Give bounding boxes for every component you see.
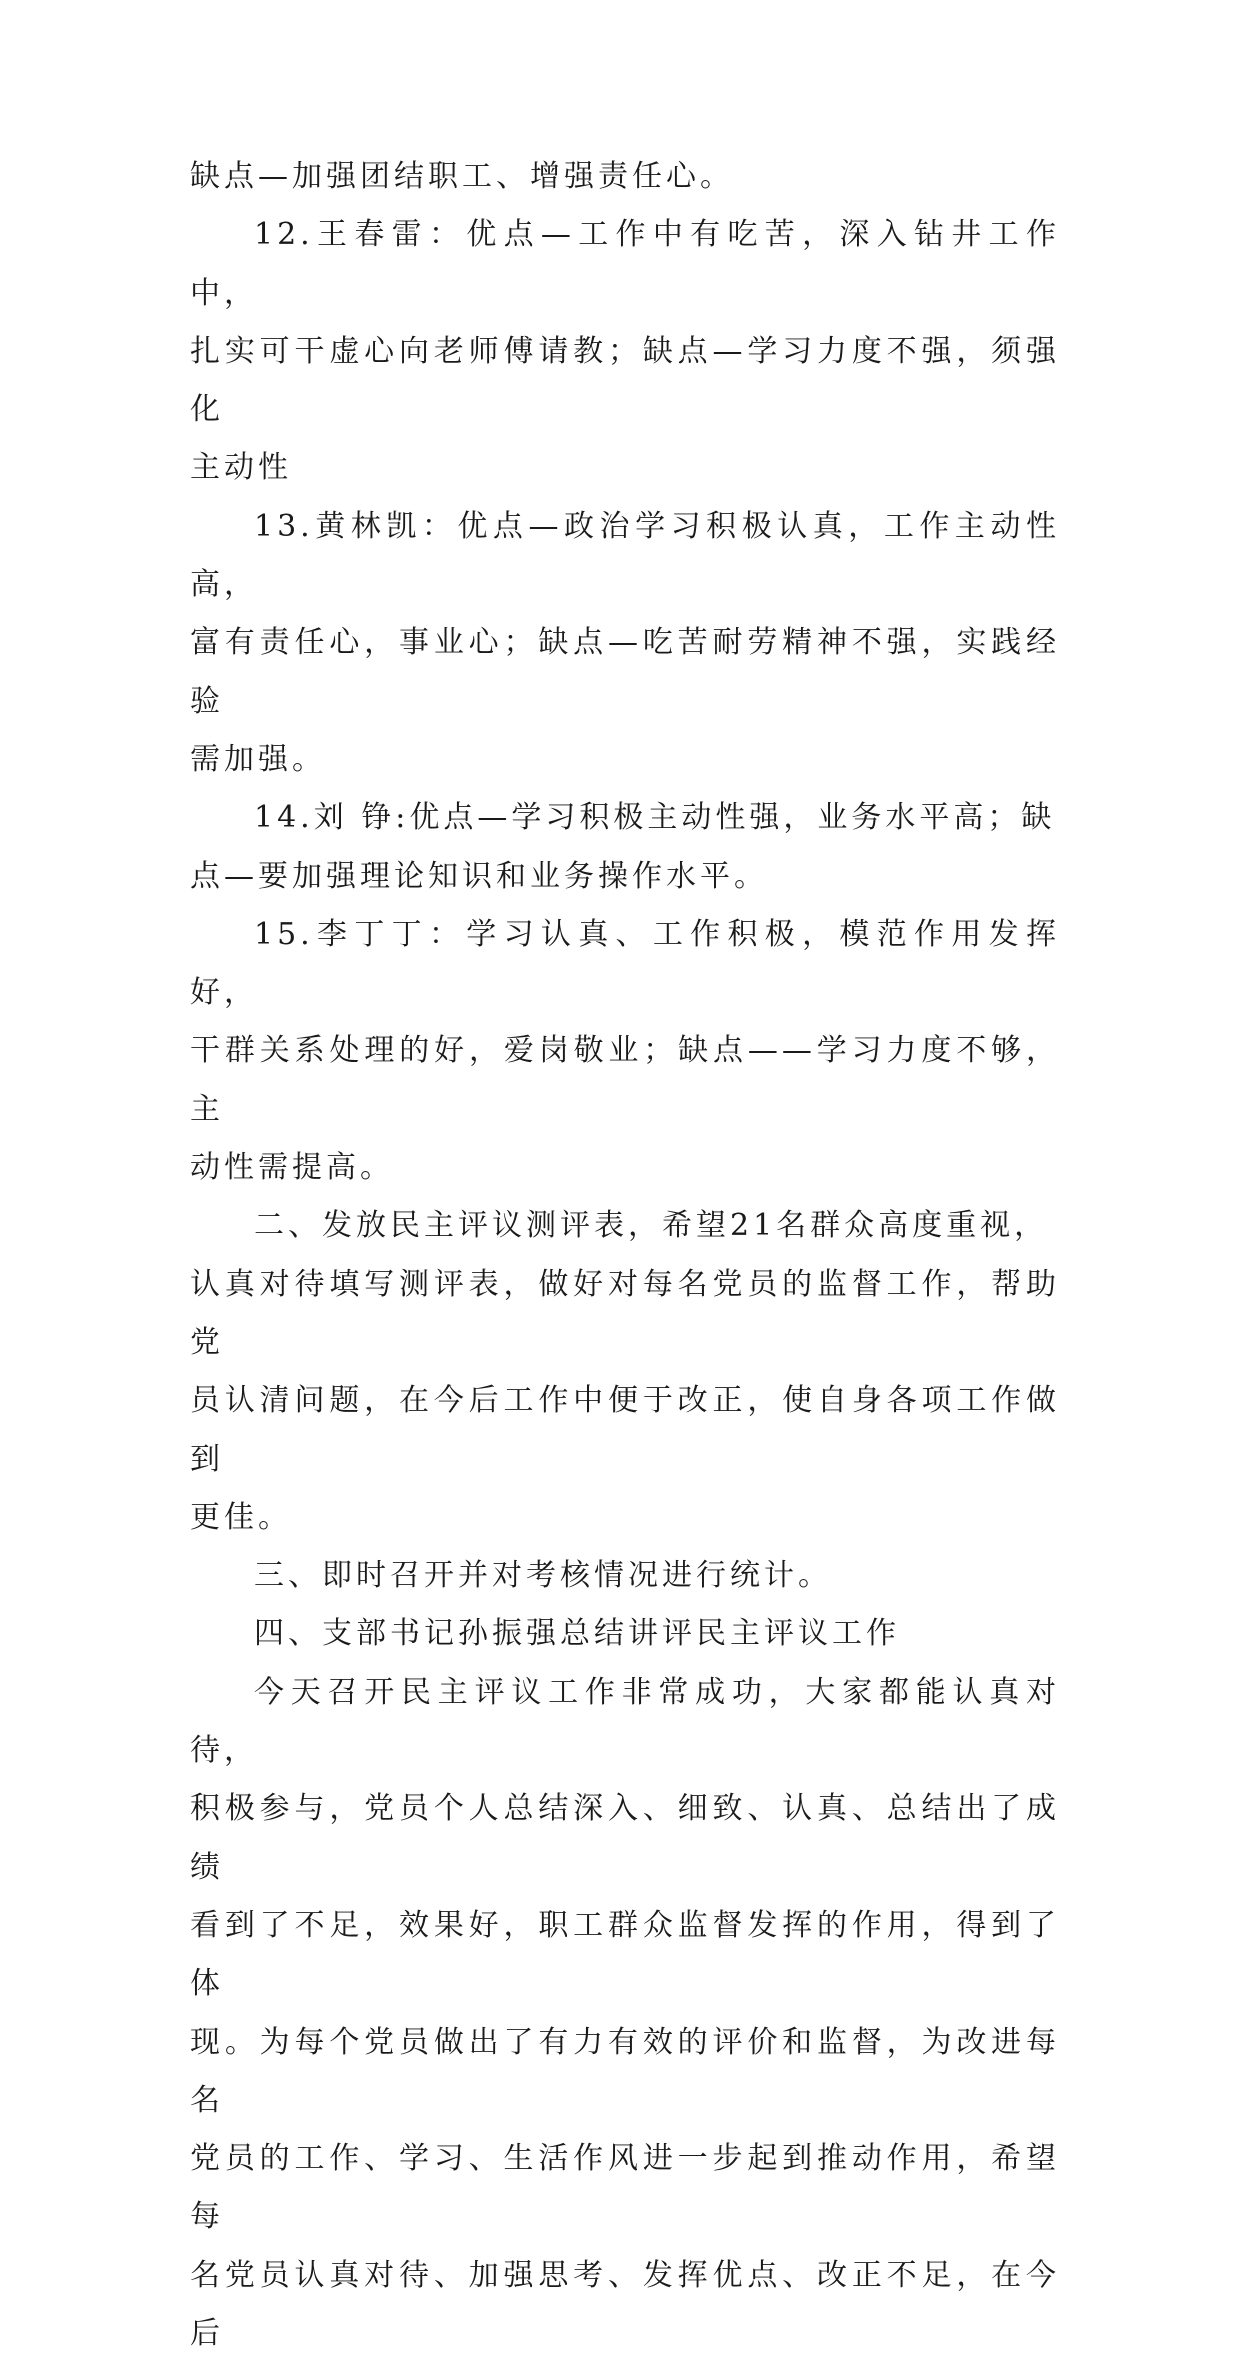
text-line: 需加强。 xyxy=(190,741,326,777)
text-line: 动性需提高。 xyxy=(190,1150,394,1186)
text-line: 缺点—加强团结职工、增强责任心。 xyxy=(190,159,734,194)
paragraph-summary xyxy=(190,1664,1060,2363)
text-line: 三、即时召开并对考核情况进行统计。 xyxy=(254,1558,832,1594)
text-line: 13.黄林凯：优点—政治学习积极认真，工作主动性高， xyxy=(190,508,1060,603)
text-line: 14.刘 铮:优点—学习积极主动性强，业务水平高；缺 xyxy=(254,800,1056,836)
text-line: 扎实可干虚心向老师傅请教；缺点—学习力度不强，须强化 xyxy=(190,333,1060,428)
text-line: 主动性 xyxy=(190,450,292,486)
document-page xyxy=(190,148,1060,2363)
paragraph-section-four xyxy=(190,1605,1060,1663)
text-line: 15.李丁丁：学习认真、工作积极，模范作用发挥好， xyxy=(190,916,1060,1011)
paragraph-section-two xyxy=(190,1197,1060,1547)
paragraph-section-three xyxy=(190,1547,1060,1605)
text-line: 干群关系处理的好，爱岗敬业；缺点——学习力度不够，主 xyxy=(190,1033,1060,1127)
text-line: 四、支部书记孙振强总结讲评民主评议工作 xyxy=(254,1616,900,1652)
paragraph-item-15 xyxy=(190,906,1060,1197)
text-line: 名党员认真对待、加强思考、发挥优点、改正不足，在今后 xyxy=(190,2257,1060,2351)
text-line: 今天召开民主评议工作非常成功，大家都能认真对待， xyxy=(190,1674,1060,1769)
text-line: 二、发放民主评议测评表，希望21名群众高度重视， xyxy=(254,1208,1049,1244)
text-line: 看到了不足，效果好，职工群众监督发挥的作用，得到了体 xyxy=(190,1907,1060,2002)
text-line: 党员的工作、学习、生活作风进一步起到推动作用，希望每 xyxy=(190,2141,1060,2235)
text-line: 富有责任心，事业心；缺点—吃苦耐劳精神不强，实践经验 xyxy=(190,625,1060,719)
paragraph-item-13 xyxy=(190,498,1060,789)
paragraph-item-14 xyxy=(190,789,1060,906)
text-line: 12.王春雷：优点—工作中有吃苦，深入钻井工作中， xyxy=(190,217,1060,311)
text-line: 积极参与，党员个人总结深入、细致、认真、总结出了成绩 xyxy=(190,1791,1060,1885)
paragraph-item-12 xyxy=(190,206,1060,497)
text-line: 更佳。 xyxy=(190,1499,292,1535)
text-line: 员认清问题，在今后工作中便于改正，使自身各项工作做到 xyxy=(190,1383,1060,1477)
text-line: 点—要加强理论知识和业务操作水平。 xyxy=(190,858,768,894)
paragraph-continuation xyxy=(190,148,1060,206)
text-line: 现。为每个党员做出了有力有效的评价和监督，为改进每名 xyxy=(190,2024,1060,2118)
text-line: 认真对待填写测评表，做好对每名党员的监督工作，帮助党 xyxy=(190,1266,1060,1360)
